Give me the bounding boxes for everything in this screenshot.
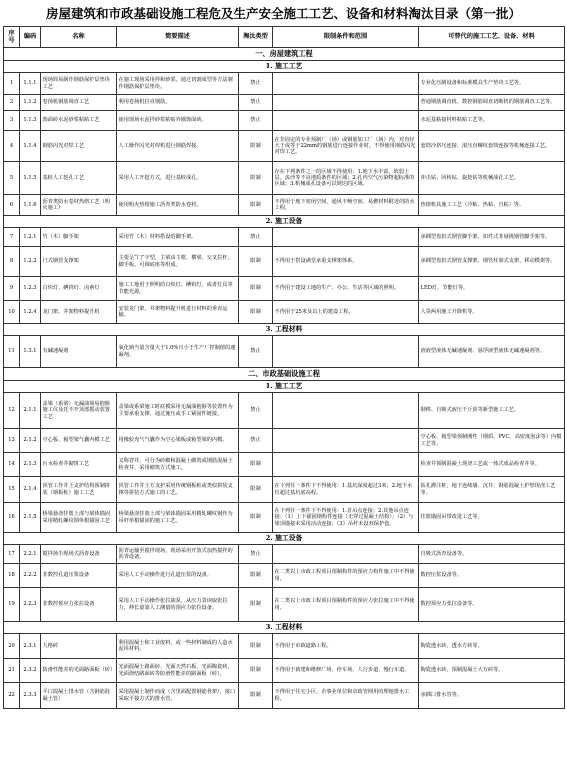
cell-desc: 安装龙门架、井架物料提升机进行材料的垂直运输。 (117, 301, 239, 324)
table-row (4, 336, 565, 368)
cell-code: 2.1.1 (20, 393, 41, 429)
cell-type: 限制 (239, 477, 273, 503)
cell-no: 7 (4, 228, 20, 247)
cell-alt: 自吸式沥青设备等。 (419, 545, 565, 564)
table-row (4, 73, 565, 95)
subsection-title: 1. 施工工艺 (4, 381, 565, 393)
cell-limit: 不得用于住宅小区、企事业单位和市政管网用的埋地排水工程。 (273, 683, 419, 709)
cell-code: 1.2.4 (20, 301, 41, 324)
cell-limit: 存在下列条件之一的区域不得使用：1.地下水丰富、软弱土层、流沙等不良地质条件的区域；2.孔内空气污染物超标准的区域；3.机械成孔设备可以到达的区域。 (273, 162, 419, 195)
cell-name: 防滑性能差的光面路面板（砖） (41, 659, 117, 683)
cell-name: 桥梁悬浇挂篮上部与梁体锚固采用精轧螺纹钢单根锚固工艺 (41, 503, 117, 533)
cell-alt: 挂篮锚固吊带改进工艺等。 (419, 503, 565, 533)
subsection-header (4, 324, 565, 336)
cell-limit (273, 545, 419, 564)
cell-type: 限制 (239, 634, 273, 659)
table-row (4, 111, 565, 131)
subsection-header (4, 533, 565, 545)
cell-type: 禁止 (239, 336, 273, 368)
table-row (4, 634, 565, 659)
table-row (4, 545, 565, 564)
header-code: 编码 (20, 27, 41, 48)
header-row (4, 27, 565, 48)
cell-limit (273, 453, 419, 477)
table-row (4, 477, 565, 503)
cell-alt: 专业化压制设备和标准模具生产垫块工艺等。 (419, 73, 565, 95)
cell-type: 限制 (239, 659, 273, 683)
cell-code: 2.1.3 (20, 453, 41, 477)
cell-desc: 施工工地用于照明的白炽灯、碘钨灯，或者灯具等节能光源。 (117, 277, 239, 301)
cell-name: 顶管工作井土支护结构预制拼装（钢板桩）施工工艺 (41, 477, 117, 503)
cell-alt: 套筒冷挤压连接、滚压直螺纹套筒连接等机械连接工艺。 (419, 131, 565, 162)
table-row (4, 162, 565, 195)
cell-code: 2.3.3 (20, 683, 41, 709)
header-type: 淘汰类型 (239, 27, 273, 48)
table-row (4, 503, 565, 533)
cell-type: 禁止 (239, 393, 273, 429)
cell-desc: 利用卷扬机拉直钢筋。 (117, 95, 239, 111)
subsection-header (4, 381, 565, 393)
cell-name: 平口混凝土排水管（含钢筋混凝土管） (41, 683, 117, 709)
cell-alt: 普通钢筋调直机、数控钢筋调直切断机的钢筋调直工艺等。 (419, 95, 565, 111)
cell-desc: 氧化钠当量含量大于1.0%且小于生产厂控制值的速凝剂。 (117, 336, 239, 368)
cell-no: 21 (4, 659, 20, 683)
cell-name: 竹（木）脚手架 (41, 228, 117, 247)
cell-no: 2 (4, 95, 20, 111)
table-row (4, 429, 565, 453)
cell-name: 九格砖 (41, 634, 117, 659)
cell-type: 禁止 (239, 228, 273, 247)
cell-desc: 桥梁悬浇挂篮上部与梁体锚固采用精轧螺纹钢作为吊杆单根锚固的施工工艺。 (117, 503, 239, 533)
cell-code: 1.1.5 (20, 162, 41, 195)
cell-name: 沥青类防水卷材热熔工艺（明火施工） (41, 195, 117, 216)
table-row (4, 393, 565, 429)
cell-code: 1.2.3 (20, 277, 41, 301)
cell-type: 限制 (239, 588, 273, 622)
cell-limit (273, 111, 419, 131)
header-alt: 可替代的施工工艺、设备、材料 (419, 27, 565, 48)
cell-desc: 用橡胶充气气囊作为空心梁板或箱型梁的内模。 (117, 429, 239, 453)
cell-alt: 承插型盘扣式钢管脚手架、扣件式非悬挑钢管脚手架等。 (419, 228, 565, 247)
table-row (4, 301, 565, 324)
cell-code: 1.2.1 (20, 228, 41, 247)
cell-no: 10 (4, 301, 20, 324)
cell-code: 2.2.3 (20, 588, 41, 622)
cell-limit: 不得用于地下密闭空间、通风不畅空间、易燃材料附近的防水工程。 (273, 195, 419, 216)
cell-alt: 热熔机具施工工艺（冷粘、热粘、自粘）等。 (419, 195, 565, 216)
cell-alt: 人货两用施工升降机等。 (419, 301, 565, 324)
cell-name: 门式钢管支撑架 (41, 247, 117, 277)
cell-no: 1 (4, 73, 20, 95)
cell-no: 6 (4, 195, 20, 216)
cell-type: 禁止 (239, 95, 273, 111)
cell-type: 限制 (239, 564, 273, 588)
cell-no: 3 (4, 111, 20, 131)
table-row (4, 228, 565, 247)
cell-alt: 钢棒、自锁式液压千斤顶等新型施工工艺。 (419, 393, 565, 429)
cell-alt: 检查井预制混凝土现浇工艺或一体式成品检查井等。 (419, 453, 565, 477)
cell-type: 限制 (239, 453, 273, 477)
cell-name: 基桩人工挖孔工艺 (41, 162, 117, 195)
cell-type: 限制 (239, 683, 273, 709)
cell-alt: 溶液型液体无碱速凝剂、悬浮液型液体无碱速凝剂等。 (419, 336, 565, 368)
cell-name: 搅拌扬尘现场式沥青设备 (41, 545, 117, 564)
cell-limit: 在非固定的专业预制厂（场）或钢筋加工厂（场）内，对直径大于或等于22mm的钢筋进行连接作业时，不得使用钢筋闪光对焊工艺。 (273, 131, 419, 162)
table-row (4, 195, 565, 216)
cell-code: 1.1.4 (20, 131, 41, 162)
cell-code: 1.2.2 (20, 247, 41, 277)
section-header (4, 48, 565, 61)
cell-code: 1.3.1 (20, 336, 41, 368)
cell-desc: 采用竹（木）材料搭设的脚手架。 (117, 228, 239, 247)
section-title: 一、房屋建筑工程 (4, 48, 565, 61)
subsection-title: 3. 工程材料 (4, 324, 565, 336)
cell-limit: 在二类以上市政工程项目预制构件的预应力张拉施工中不得使用。 (273, 588, 419, 622)
subsection-header (4, 216, 565, 228)
cell-no: 9 (4, 277, 20, 301)
cell-limit (273, 73, 419, 95)
table-row (4, 659, 565, 683)
document-title: 房屋建筑和市政基础设施工程危及生产安全施工工艺、设备和材料淘汰目录（第一批） (45, 6, 521, 21)
cell-code: 2.1.5 (20, 503, 41, 533)
cell-code: 2.1.2 (20, 429, 41, 453)
cell-name: 空心板、箱型梁气囊内模工艺 (41, 429, 117, 453)
cell-code: 2.1.4 (20, 477, 41, 503)
cell-desc: 使用现场水泥拌砂浆粘贴外墙饰面砖。 (117, 111, 239, 131)
cell-type: 禁止 (239, 111, 273, 131)
cell-no: 8 (4, 247, 20, 277)
cell-name: 钢筋闪光对焊工艺 (41, 131, 117, 162)
cell-limit: 不得用于市政道路工程。 (273, 634, 419, 659)
cell-limit: 不得用于搭设满堂承重支撑架体系。 (273, 247, 419, 277)
cell-desc: 顶管工作井土方支护采用传统钢板桩或类似拼装支撑等拼装方式施工的工艺。 (117, 477, 239, 503)
table-body (4, 48, 565, 709)
section-header (4, 368, 565, 381)
cell-desc: 盖梁或系梁施工时底模采用无漏油抱箍等装置作为主要承重支撑，通过施压或手工紧固件链接。 (117, 393, 239, 429)
cell-name: 饰面砖水泥砂浆粘贴工艺 (41, 111, 117, 131)
cell-no: 14 (4, 453, 20, 477)
cell-no: 13 (4, 429, 20, 453)
cell-limit: 在下列任一条件下不得使用：1.基坑深度超过3米；2.地下水位超过基坑底高程。 (273, 477, 419, 503)
cell-desc: 在施工现场采用拌和砂浆，通过切割成型等方法制作钢筋保护层垫块。 (117, 73, 239, 95)
cell-desc: 光面混凝土路面砖、光面天然石板、光面陶瓷砖、光面烧结路面砖等防滑性能差的路面板（砖）。 (117, 659, 239, 683)
cell-type: 禁止 (239, 545, 273, 564)
cell-alt: 数控预应力张拉设备等。 (419, 588, 565, 622)
cell-no: 18 (4, 564, 20, 588)
cell-desc: 采用人工开挖方式，进行基桩成孔。 (117, 162, 239, 195)
table-row (4, 277, 565, 301)
cell-alt: 承插口排水管等。 (419, 683, 565, 709)
table-row (4, 131, 565, 162)
header-limit: 限制条件和范围 (273, 27, 419, 48)
cell-limit: 在二类以上市政工程项目预制构件的预应力构件施工中不得使用。 (273, 564, 419, 588)
cell-type: 限制 (239, 301, 273, 324)
cell-desc: 使用明火热熔施工沥青类防水卷材。 (117, 195, 239, 216)
cell-alt: LED灯、节能灯等。 (419, 277, 565, 301)
cell-limit: 不得用于建设工地的生产、办公、生活等区域的照明。 (273, 277, 419, 301)
cell-limit: 不得用于新建和维修广场、停车场、人行步道、慢行车道。 (273, 659, 419, 683)
cell-name: 有碱速凝剂 (41, 336, 117, 368)
cell-name: 污水检查井砌筑工艺 (41, 453, 117, 477)
cell-name: 卷扬机钢筋调直工艺 (41, 95, 117, 111)
subsection-title: 3. 工程材料 (4, 622, 565, 634)
header-desc: 简要描述 (117, 27, 239, 48)
cell-desc: 又称窨井，可分为砖砌和混凝土砌筑或钢筋混凝土检查井，采用砌筑方式施工。 (117, 453, 239, 477)
table-row (4, 95, 565, 111)
cell-limit (273, 393, 419, 429)
cell-code: 2.3.2 (20, 659, 41, 683)
cell-limit: 不得用于25米及以上的建设工程。 (273, 301, 419, 324)
cell-alt: 水泥基粘接材料粘贴工艺等。 (419, 111, 565, 131)
table-row (4, 453, 565, 477)
cell-alt: 承插型盘扣式钢管支撑架、钢管柱梁式支架、移动模架等。 (419, 247, 565, 277)
subsection-header (4, 61, 565, 73)
cell-alt: 陶瓷透水砖、预制混凝土大方砖等。 (419, 659, 565, 683)
cell-no: 5 (4, 162, 20, 195)
cell-desc: 采用混凝土制作而成（含里面配置钢筋骨架），接口采取平接方式的排水管。 (117, 683, 239, 709)
cell-limit: 在下列任一条件下不得使用：1.首吊点连接；2.其他吊点连接：（1）上下锚固钢构件连接（无穿过混凝土结构）；（2）与梁顶锚接未采用活动连接；（3）吊杆未设双保护套。 (273, 503, 419, 533)
cell-no: 19 (4, 588, 20, 622)
cell-code: 1.1.3 (20, 111, 41, 131)
cell-no: 16 (4, 503, 20, 533)
section-title: 二、市政基础设施工程 (4, 368, 565, 381)
cell-desc: 沥青运输至搅拌现场，现场采用开放式加热搅拌的沥青设备。 (117, 545, 239, 564)
cell-type: 限制 (239, 162, 273, 195)
subsection-title: 2. 施工设备 (4, 216, 565, 228)
subsection-title: 2. 施工设备 (4, 533, 565, 545)
cell-type: 禁止 (239, 429, 273, 453)
cell-no: 22 (4, 683, 20, 709)
table-row (4, 564, 565, 588)
cell-desc: 采用人工手动操作进行孔道压浆的设备。 (117, 564, 239, 588)
cell-name: 白炽灯、碘钨灯、卤素灯 (41, 277, 117, 301)
cell-limit (273, 429, 419, 453)
cell-desc: 主要呈“门”字型，主梁由主框、横梁、交叉拉杆、脚手板、可调底座等组成。 (117, 247, 239, 277)
cell-desc: 利用混凝土和工业废料，或一些材料制成的人造水泥块材料。 (117, 634, 239, 659)
subsection-header (4, 622, 565, 634)
cell-desc: 人工操作闪光对焊机进行钢筋焊接。 (117, 131, 239, 162)
cell-type: 限制 (239, 247, 273, 277)
table-row (4, 683, 565, 709)
cell-name: 龙门架、井架物料提升机 (41, 301, 117, 324)
header-name: 名称 (41, 27, 117, 48)
cell-alt: 空心板、箱型梁预制刚性（钢质、PVC、高密度泡沫等）内模工艺等。 (419, 429, 565, 453)
cell-alt: 陶瓷透水砖、透水方砖等。 (419, 634, 565, 659)
document-page (3, 2, 564, 709)
elimination-table (3, 26, 565, 709)
cell-name: 盖梁（系梁）无漏油简易抱箍施工仪及托不开顶部摇动装置工艺 (41, 393, 117, 429)
cell-no: 20 (4, 634, 20, 659)
cell-type: 限制 (239, 277, 273, 301)
cell-type: 限制 (239, 131, 273, 162)
cell-code: 2.2.2 (20, 564, 41, 588)
cell-no: 15 (4, 477, 20, 503)
table-row (4, 588, 565, 622)
cell-limit (273, 228, 419, 247)
cell-no: 11 (4, 336, 20, 368)
cell-type: 限制 (239, 503, 273, 533)
cell-name: 现场简易制作钢筋保护层垫块工艺 (41, 73, 117, 95)
cell-alt: 钻孔灌注桩、地下连续墙、沉井、钢筋混凝土护壁现浇工艺等。 (419, 477, 565, 503)
cell-no: 4 (4, 131, 20, 162)
cell-code: 1.1.1 (20, 73, 41, 95)
cell-alt: 数控压浆设备等。 (419, 564, 565, 588)
cell-code: 2.2.1 (20, 545, 41, 564)
cell-type: 限制 (239, 195, 273, 216)
subsection-title: 1. 施工工艺 (4, 61, 565, 73)
header-no: 序号 (4, 27, 20, 48)
cell-name: 非数控孔道压浆设备 (41, 564, 117, 588)
cell-type: 禁止 (239, 73, 273, 95)
cell-name: 非数控预应力张拉设备 (41, 588, 117, 622)
cell-no: 17 (4, 545, 20, 564)
cell-alt: 冲击钻、回转钻、旋挖钻等机械成孔工艺。 (419, 162, 565, 195)
table-row (4, 247, 565, 277)
cell-code: 1.1.6 (20, 195, 41, 216)
cell-no: 12 (4, 393, 20, 429)
cell-limit (273, 95, 419, 111)
cell-limit (273, 336, 419, 368)
cell-desc: 采用人工手动操作张拉油泵，从压力表读取张拉力，伸长量靠人工测量的预应力张拉设备。 (117, 588, 239, 622)
cell-code: 2.3.1 (20, 634, 41, 659)
cell-code: 1.1.2 (20, 95, 41, 111)
